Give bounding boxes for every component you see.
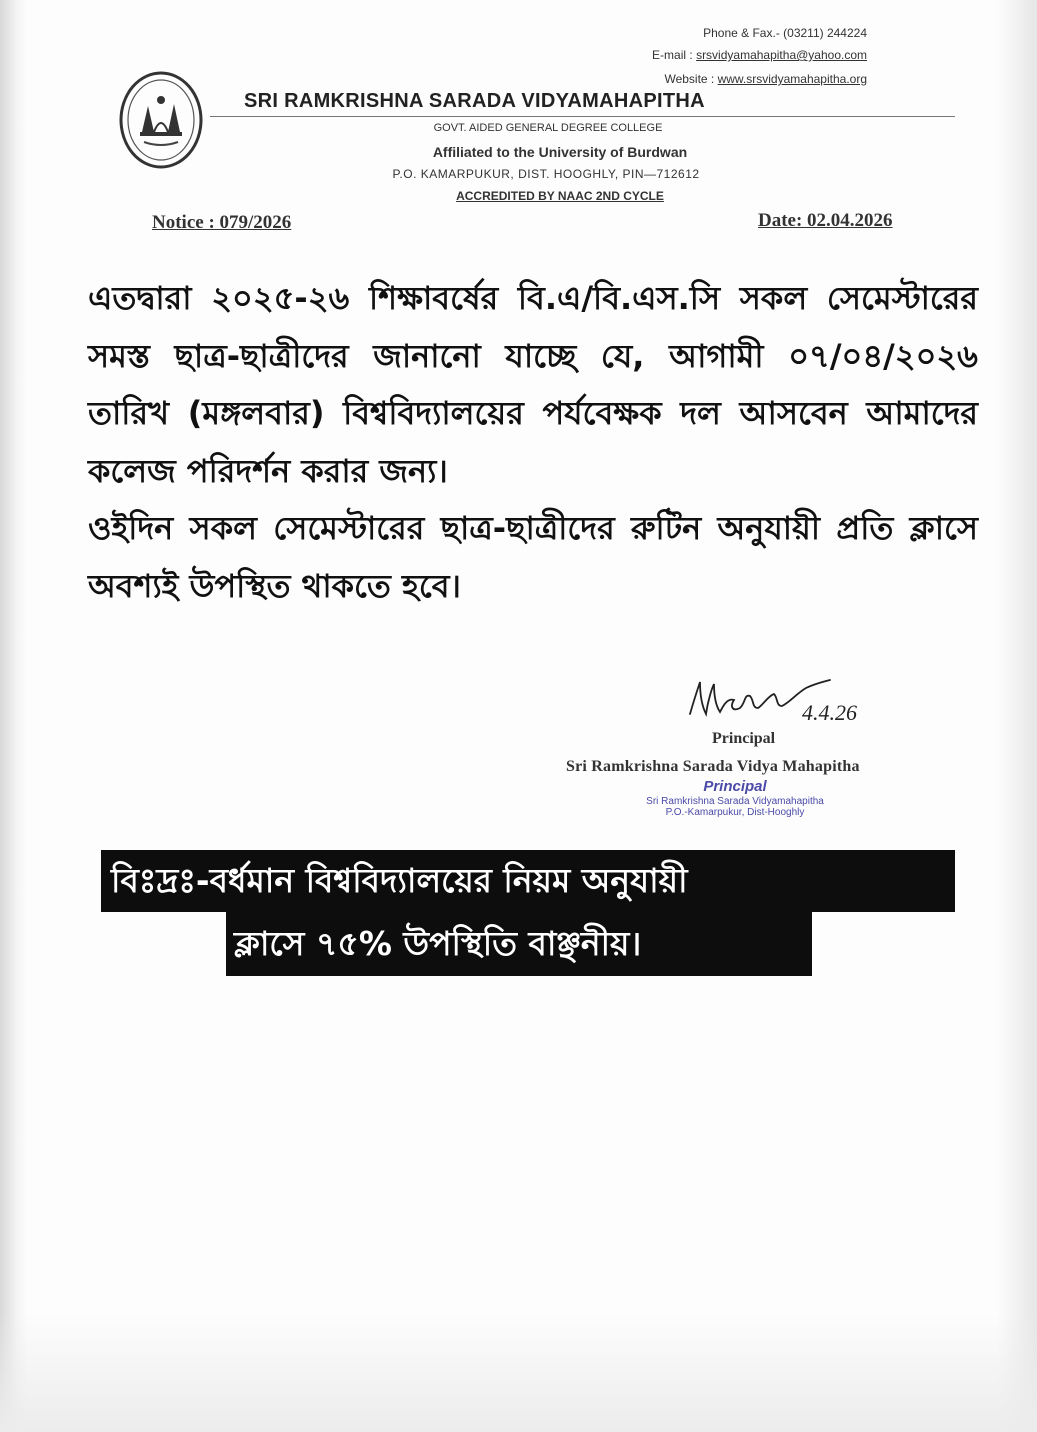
- notice-paragraph-1: এতদ্বারা ২০২৫-২৬ শিক্ষাবর্ষের বি.এ/বি.এস.সি সকল সেমেস্টারের সমস্ত ছাত্র-ছাত্রীদের জানানো যাচ্ছে যে, আগামী ০৭/০৪/২০২৬ তারিখ (মঙ্গলবার) বিশ্ববিদ্যালয়ের পর্যবেক্ষক দল আসবেন আমাদের কলেজ পরিদর্শন করার জন্য।: [88, 279, 978, 490]
- website-link[interactable]: www.srsvidyamahapitha.org: [717, 72, 867, 86]
- header-divider: [210, 116, 955, 117]
- stamp-title: Principal: [703, 778, 767, 795]
- email-line: [652, 48, 867, 62]
- email-label: E-mail :: [652, 48, 697, 62]
- page-left-shadow: [0, 0, 28, 1432]
- page-right-shadow: [997, 0, 1037, 1432]
- principal-stamp: [590, 778, 880, 818]
- email-link[interactable]: srsvidyamahapitha@yahoo.com: [696, 48, 867, 62]
- signature-date: 4.4.26: [802, 700, 857, 725]
- notice-date: Date: 02.04.2026: [758, 210, 893, 231]
- website-label: Website :: [664, 72, 718, 86]
- address: P.O. KAMARPUKUR, DIST. HOOGHLY, PIN—712612: [392, 167, 700, 181]
- college-name: SRI RAMKRISHNA SARADA VIDYAMAHAPITHA: [244, 90, 705, 112]
- notice-body: [88, 270, 978, 615]
- notice-paragraph-2: ওইদিন সকল সেমেস্টারের ছাত্র-ছাত্রীদের রুটিন অনুযায়ী প্রতি ক্লাসে অবশ্যই উপস্থিত থাকতে হবে।: [88, 509, 978, 605]
- notice-number: Notice : 079/2026: [152, 212, 292, 233]
- signatory-institution: Sri Ramkrishna Sarada Vidya Mahapitha: [566, 758, 860, 775]
- college-type: GOVT. AIDED GENERAL DEGREE COLLEGE: [433, 122, 663, 134]
- affiliation: Affiliated to the University of Burdwan: [432, 144, 688, 160]
- stamp-line-1: Sri Ramkrishna Sarada Vidyamahapitha: [646, 796, 824, 807]
- signatory-title: Principal: [712, 730, 776, 747]
- accreditation: ACCREDITED BY NAAC 2ND CYCLE: [456, 189, 664, 203]
- nb-banner-line-1: বিঃদ্রঃ-বর্ধমান বিশ্ববিদ্যালয়ের নিয়ম অনুযায়ী: [101, 850, 955, 912]
- stamp-line-2: P.O.-Kamarpukur, Dist-Hooghly: [665, 807, 805, 818]
- page-bottom-shadow: [0, 1312, 1037, 1432]
- website-line: [664, 72, 867, 86]
- college-seal-logo: [118, 70, 204, 170]
- phone-fax: Phone & Fax.- (03211) 244224: [703, 26, 867, 40]
- nb-banner-line-2: ক্লাসে ৭৫% উপস্থিতি বাঞ্ছনীয়।: [226, 912, 812, 976]
